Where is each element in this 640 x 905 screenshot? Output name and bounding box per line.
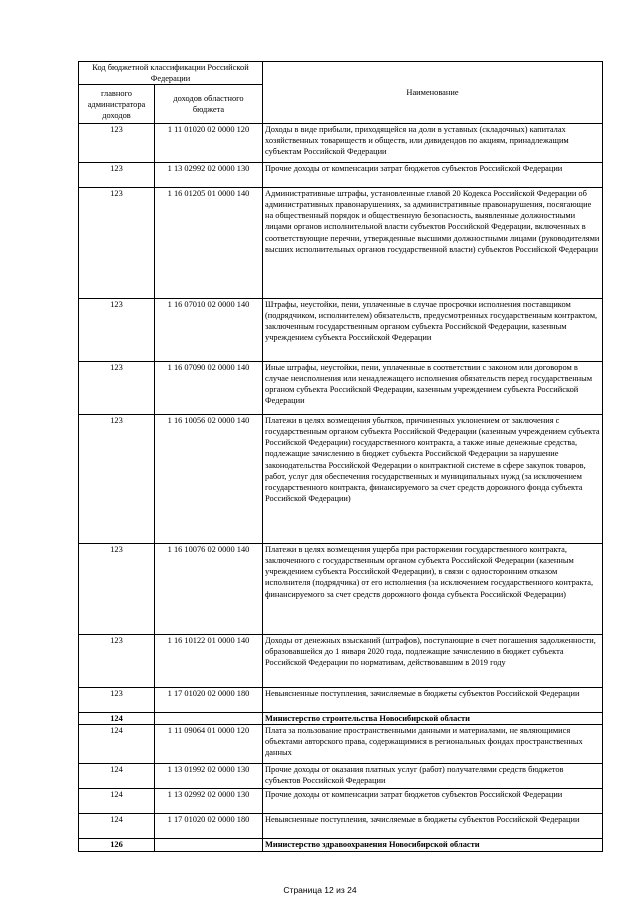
admin-code-cell: 124: [79, 725, 155, 764]
table-row: [79, 814, 603, 839]
admin-code-cell: 123: [79, 544, 155, 635]
income-code-cell: 1 13 02992 02 0000 130: [155, 789, 263, 814]
name-cell: Невыясненные поступления, зачисляемые в бюджеты субъектов Российской Федерации: [263, 688, 603, 713]
header-row-top: [79, 62, 603, 85]
admin-code-cell: 123: [79, 415, 155, 544]
admin-code-cell: 123: [79, 362, 155, 415]
budget-classification-table: [78, 61, 603, 852]
table-row: [79, 725, 603, 764]
table-row: [79, 415, 603, 544]
name-cell: Министерство здравоохранения Новосибирской области: [263, 839, 603, 852]
income-code-cell: [155, 713, 263, 725]
name-cell: Плата за пользование пространственными данными и материалами, не являющимися объектами авторского права, содержащимися в региональных фондах пространственных данных: [263, 725, 603, 764]
admin-code-cell: 123: [79, 188, 155, 299]
admin-code-cell: 123: [79, 688, 155, 713]
name-cell: Министерство строительства Новосибирской области: [263, 713, 603, 725]
code-group-header: Код бюджетной классификации Российской Федерации: [79, 62, 263, 85]
page-number: Страница 12 из 24: [283, 885, 357, 895]
income-code-cell: 1 11 09064 01 0000 120: [155, 725, 263, 764]
name-column-header: Наименование: [263, 62, 603, 124]
table-row: [79, 362, 603, 415]
table-row: [79, 764, 603, 789]
name-cell: Платежи в целях возмещения ущерба при расторжении государственного контракта, заключенного с государственным органом субъекта Российской Федерации (казенным учреждением субъекта Российской Федерации), в связи с односторонним отказом исполнителя (подрядчика) от его исполнения (за исключением государственного контракта, финансируемого за счет средств дорожного фонда субъекта Российской Федерации): [263, 544, 603, 635]
admin-code-cell: 123: [79, 299, 155, 362]
name-cell: Прочие доходы от компенсации затрат бюджетов субъектов Российской Федерации: [263, 163, 603, 188]
table-row: [79, 635, 603, 688]
admin-code-cell: 123: [79, 124, 155, 163]
admin-code-cell: 123: [79, 163, 155, 188]
name-cell: Невыясненные поступления, зачисляемые в бюджеты субъектов Российской Федерации: [263, 814, 603, 839]
income-column-header: доходов областного бюджета: [155, 85, 263, 124]
income-code-cell: 1 17 01020 02 0000 180: [155, 814, 263, 839]
name-cell: Доходы от денежных взысканий (штрафов), поступающие в счет погашения задолженности, образовавшейся до 1 января 2020 года, подлежащие зачислению в бюджет субъекта Российской Федерации по нормативам, действовавшим в 2019 году: [263, 635, 603, 688]
income-code-cell: 1 11 01020 02 0000 120: [155, 124, 263, 163]
table-row: [79, 713, 603, 725]
income-code-cell: 1 16 10122 01 0000 140: [155, 635, 263, 688]
name-cell: Иные штрафы, неустойки, пени, уплаченные в соответствии с законом или договором в случае неисполнения или ненадлежащего исполнения обязательств перед государственным органом субъекта Российской Федерации, казенным учреждением субъекта Российской Федерации: [263, 362, 603, 415]
admin-code-cell: 124: [79, 713, 155, 725]
table-row: [79, 163, 603, 188]
income-code-cell: 1 17 01020 02 0000 180: [155, 688, 263, 713]
table-row: [79, 124, 603, 163]
table-row: [79, 688, 603, 713]
admin-code-cell: 124: [79, 764, 155, 789]
admin-code-cell: 124: [79, 814, 155, 839]
name-cell: Прочие доходы от оказания платных услуг (работ) получателями средств бюджетов субъектов Российской Федерации: [263, 764, 603, 789]
admin-code-cell: 126: [79, 839, 155, 852]
table-row: [79, 789, 603, 814]
income-code-cell: 1 16 07010 02 0000 140: [155, 299, 263, 362]
income-code-cell: 1 16 07090 02 0000 140: [155, 362, 263, 415]
name-cell: Штрафы, неустойки, пени, уплаченные в случае просрочки исполнения поставщиком (подрядчиком, исполнителем) обязательств, предусмотренных государственным контрактом, заключенным государственным органом субъекта Российской Федерации, казенным учреждением субъекта Российской Федерации: [263, 299, 603, 362]
income-code-cell: 1 13 01992 02 0000 130: [155, 764, 263, 789]
income-code-cell: 1 13 02992 02 0000 130: [155, 163, 263, 188]
admin-code-cell: 124: [79, 789, 155, 814]
income-code-cell: 1 16 10076 02 0000 140: [155, 544, 263, 635]
table-body: [79, 124, 603, 852]
table-row: [79, 299, 603, 362]
name-cell: Прочие доходы от компенсации затрат бюджетов субъектов Российской Федерации: [263, 789, 603, 814]
table-row: [79, 839, 603, 852]
admin-column-header: главного администратора доходов: [79, 85, 155, 124]
table-row: [79, 544, 603, 635]
name-cell: Административные штрафы, установленные главой 20 Кодекса Российской Федерации об административных правонарушениях, за административные правонарушения, посягающие на общественный порядок и общественную безопасность, выявленные должностными лицами органов исполнительной власти субъектов Российской Федерации, включенных в соответствующие перечни, утвержденные высшими должностными лицами (руководителями высших исполнительных органов государственной власти) субъектов Российской Федерации: [263, 188, 603, 299]
income-code-cell: 1 16 10056 02 0000 140: [155, 415, 263, 544]
income-code-cell: 1 16 01205 01 0000 140: [155, 188, 263, 299]
name-cell: Доходы в виде прибыли, приходящейся на доли в уставных (складочных) капиталах хозяйственных товариществ и обществ, или дивидендов по акциям, принадлежащим субъектам Российской Федерации: [263, 124, 603, 163]
name-cell: Платежи в целях возмещения убытков, причиненных уклонением от заключения с государственным органом субъекта Российской Федерации (казенным учреждением субъекта Российской Федерации) государственного контракта, а также иные денежные средства, подлежащие зачислению в бюджет субъекта Российской Федерации за нарушение законодательства Российской Федерации о контрактной системе в сфере закупок товаров, работ, услуг для обеспечения государственных и муниципальных нужд (за исключением государственного контракта, финансируемого за счет средств дорожного фонда субъекта Российской Федерации): [263, 415, 603, 544]
income-code-cell: [155, 839, 263, 852]
table-row: [79, 188, 603, 299]
admin-code-cell: 123: [79, 635, 155, 688]
